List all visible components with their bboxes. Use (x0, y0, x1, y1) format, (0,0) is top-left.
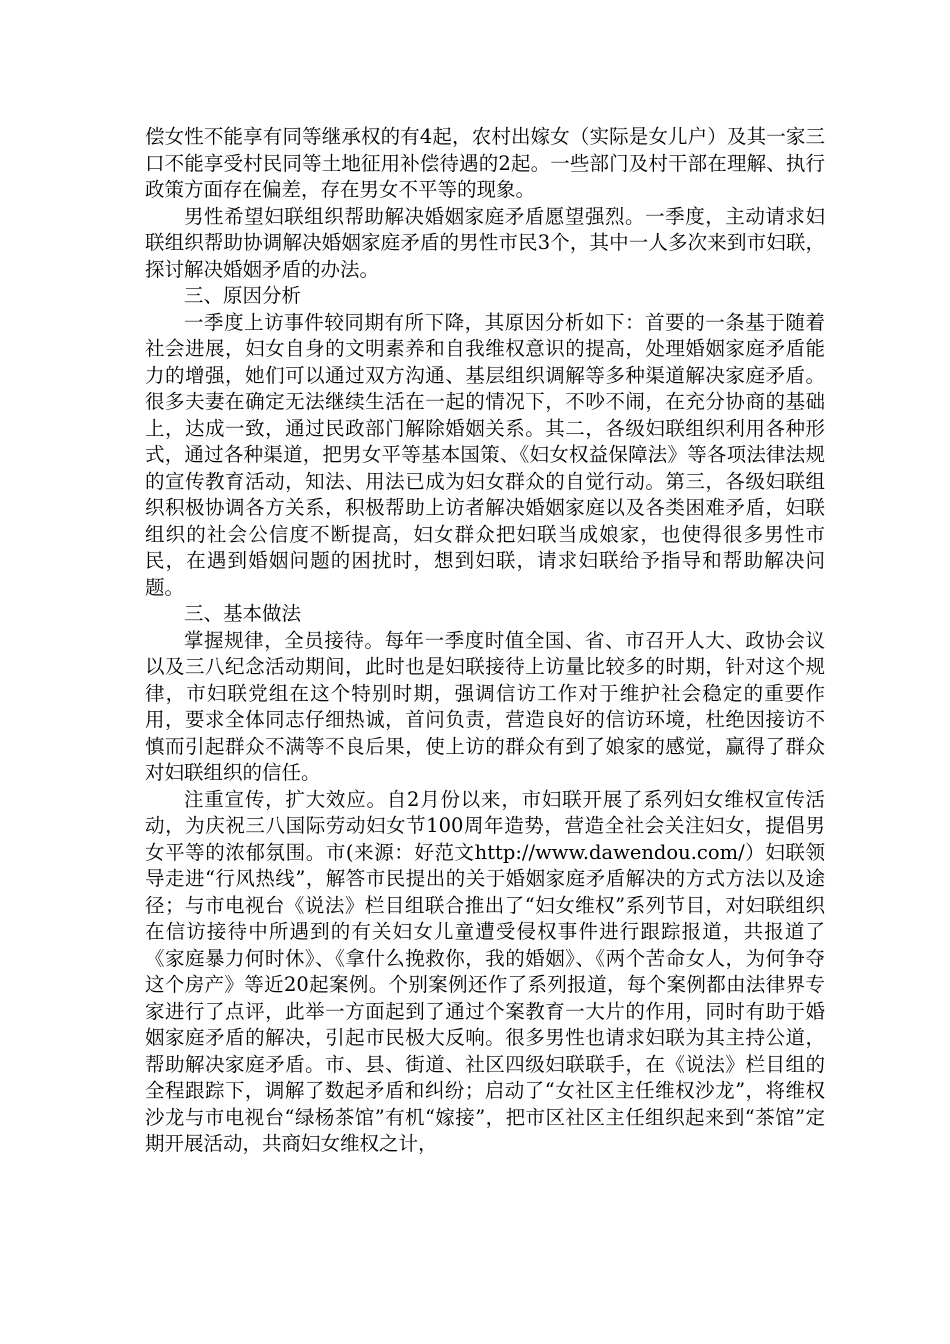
paragraph-publicity: 注重宣传，扩大效应。自2月份以来，市妇联开展了系列妇女维权宣传活动，为庆祝三八国际劳动妇女节100周年造势，营造全社会关注妇女，提倡男女平等的浓郁氛围。市(来源：好范文http://www.dawendou.com/）妇联领导走进“行风热线”，解答市民提出的关于婚姻家庭矛盾解决的方式方法以及途径；与市电视台《说法》栏目组联合推出了“妇女维权”系列节目，对妇联组织在信访接待中所遇到的有关妇女儿童遭受侵权事件进行跟踪报道，共报道了《家庭暴力何时休》、《拿什么挽救你，我的婚姻》、《两个苦命女人，为何争夺这个房产》等近20起案例。个别案例还作了系列报道，每个案例都由法律界专家进行了点评，此举一方面起到了通过个案教育一大片的作用，同时有助于婚姻家庭矛盾的解决，引起市民极大反响。很多男性也请求妇联为其主持公道，帮助解决家庭矛盾。市、县、街道、社区四级妇联联手，在《说法》栏目组的全程跟踪下，调解了数起矛盾和纠纷；启动了“女社区主任维权沙龙”，将维权沙龙与市电视台“绿杨茶馆”有机“嫁接”，把市区社区主任组织起来到“茶馆”定期开展活动，共商妇女维权之计， (145, 787, 825, 1155)
section-heading-basic-practices: 三、基本做法 (184, 602, 302, 625)
paragraph-continuation: 偿女性不能享有同等继承权的有4起，农村出嫁女（实际是女儿户）及其一家三口不能享受村民同等土地征用补偿待遇的2起。一些部门及村干部在理解、执行政策方面存在偏差，存在男女不平等的现象。 (145, 125, 825, 201)
paragraph-cause-analysis: 一季度上访事件较同期有所下降，其原因分析如下：首要的一条基于随着社会进展，妇女自身的文明素养和自我维权意识的提高，处理婚姻家庭矛盾能力的增强，她们可以通过双方沟通、基层组织调解等多种渠道解决家庭矛盾。很多夫妻在确定无法继续生活在一起的情况下，不吵不闹，在充分协商的基础上，达成一致，通过民政部门解除婚姻关系。其二，各级妇联组织利用各种形式，通过各种渠道，把男女平等基本国策、《妇女权益保障法》等各项法律法规的宣传教育活动，知法、用法已成为妇女群众的自觉行动。第三，各级妇联组织积极协调各方关系，积极帮助上访者解决婚姻家庭以及各类困难矛盾，妇联组织的社会公信度不断提高，妇女群众把妇联当成娘家，也使得很多男性市民，在遇到婚姻问题的困扰时，想到妇联，请求妇联给予指导和帮助解决问题。 (145, 310, 825, 599)
paragraph-male-requests: 男性希望妇联组织帮助解决婚姻家庭矛盾愿望强烈。一季度，主动请求妇联组织帮助协调解决婚姻家庭矛盾的男性市民3个，其中一人多次来到市妇联，探讨解决婚姻矛盾的办法。 (145, 204, 825, 281)
section-heading-cause-analysis: 三、原因分析 (184, 284, 302, 307)
document-body (145, 124, 825, 1158)
paragraph-master-rules: 掌握规律，全员接待。每年一季度时值全国、省、市召开人大、政协会议以及三八纪念活动期间，此时也是妇联接待上访量比较多的时期，针对这个规律，市妇联党组在这个特别时期，强调信访工作对于维护社会稳定的重要作用，要求全体同志仔细热诚，首问负责，营造良好的信访环境，杜绝因接访不慎而引起群众不满等不良后果，使上访的群众有到了娘家的感觉，赢得了群众对妇联组织的信任。 (145, 628, 825, 784)
